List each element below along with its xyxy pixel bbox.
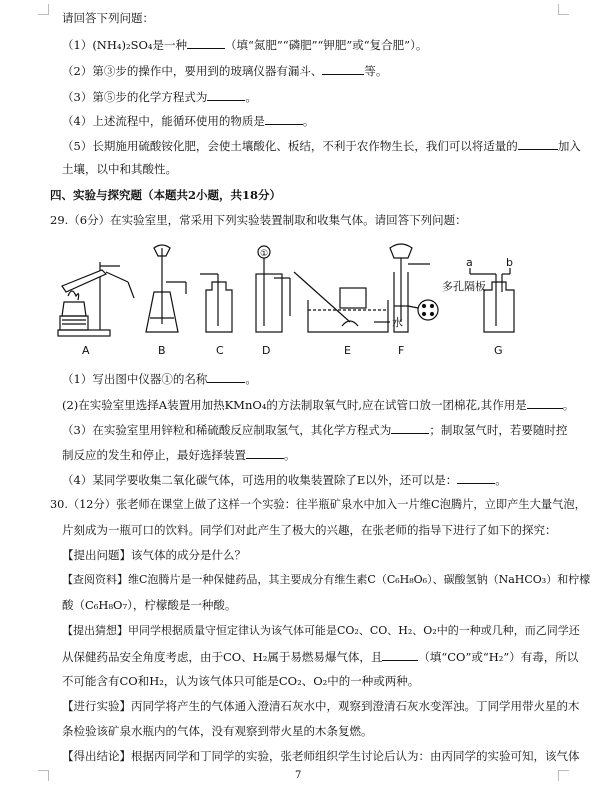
text-segment: （3）第⑤步的化学方程式为 xyxy=(62,90,208,104)
answer-blank xyxy=(457,471,495,484)
text-line xyxy=(62,161,177,177)
text-segment: 。 xyxy=(302,114,315,128)
text-line xyxy=(62,471,507,488)
apparatus-a xyxy=(58,262,134,336)
text-segment: 【进行实验】丙同学将产生的气体通入澄清石灰水中，观察到澄清石灰水变浑浊。丁同学用带火星的木 xyxy=(62,699,580,713)
text-line xyxy=(62,673,419,689)
text-segment: （填“CO”或“H₂”）有毒，所以 xyxy=(418,650,579,664)
label-e: E xyxy=(344,344,351,357)
text-segment: 片刻成为一瓶可口的饮料。同学们对此产生了极大的兴趣，在张老师的指导下进行了如下的探究： xyxy=(62,523,557,537)
text-segment: 制反应的发生和停止，最好选择装置 xyxy=(62,448,246,462)
text-segment: 。 xyxy=(562,398,575,412)
text-segment: （4）某同学要收集二氧化碳气体，可选用的收集装置除了E以外，还可以是： xyxy=(62,473,458,487)
text-line xyxy=(62,547,246,563)
answer-blank xyxy=(246,446,284,459)
page-number: 7 xyxy=(295,770,302,781)
text-line xyxy=(62,112,314,129)
text-line xyxy=(62,723,373,739)
answer-blank xyxy=(527,396,563,409)
text-segment: 等。 xyxy=(364,64,388,78)
text-line xyxy=(62,396,574,413)
text-line xyxy=(62,698,580,714)
text-line xyxy=(50,497,586,513)
answer-blank xyxy=(518,137,558,150)
text-segment: ；制取氢气时，若要随时控 xyxy=(429,423,568,437)
text-line xyxy=(62,36,427,53)
text-segment: （1）(NH₄)₂SO₄是一种 xyxy=(62,38,188,52)
text-line xyxy=(62,748,580,764)
label-instrument-1: ① xyxy=(260,249,269,259)
text-segment: （5）长期施用硫酸铵化肥，会使土壤酸化、板结，不利于农作物生长，我们可以将适量的 xyxy=(62,139,518,153)
apparatus-c xyxy=(200,274,232,332)
text-line xyxy=(62,88,257,105)
text-segment: 加入 xyxy=(557,139,581,153)
text-segment: 从保健药品安全角度考虑，由于CO、H₂属于易燃易爆气体，且 xyxy=(62,650,383,664)
text-segment: （4）上述流程中，能循环使用的物质是 xyxy=(62,114,265,128)
text-line xyxy=(62,446,296,463)
text-segment: （1）写出图中仪器①的名称 xyxy=(62,372,208,386)
text-line xyxy=(62,137,581,154)
apparatus-b xyxy=(146,245,186,332)
text-segment: 。 xyxy=(495,473,507,487)
answer-blank xyxy=(187,36,225,49)
text-segment: 【提出问题】该气体的成分是什么？ xyxy=(62,548,246,562)
text-line xyxy=(62,10,154,26)
text-segment: 。 xyxy=(284,448,296,462)
label-b: B xyxy=(158,344,166,357)
answer-blank xyxy=(265,112,303,125)
apparatus-e xyxy=(294,272,390,332)
text-line xyxy=(50,187,281,203)
answer-blank xyxy=(382,648,418,661)
text-segment: 酸（C₆H₈O₇），柠檬酸是一种酸。 xyxy=(62,598,237,612)
text-segment: (2)在实验室里选择A装置用加热KMnO₄的方法制取氧气时,应在试管口放一团棉花,其作用是 xyxy=(62,398,527,412)
label-d: D xyxy=(262,344,271,357)
text-segment: 30.（12分）张老师在课堂上做了这样一个实验：往半瓶矿泉水中加入一片维C泡腾片，立即产生大量气泡， xyxy=(50,498,586,511)
label-a: A xyxy=(82,344,90,357)
text-segment: （填“氮肥”“磷肥”“钾肥”或“复合肥”）。 xyxy=(225,38,428,52)
answer-blank xyxy=(391,421,429,434)
label-g: G xyxy=(494,344,503,357)
text-line xyxy=(62,623,580,639)
text-line xyxy=(62,370,257,387)
answer-blank xyxy=(207,88,245,101)
label-port-a: a xyxy=(466,256,473,269)
text-segment: 。 xyxy=(245,372,257,386)
text-segment: 请回答下列问题： xyxy=(62,11,154,25)
text-line xyxy=(62,648,578,665)
label-port-b: b xyxy=(506,256,513,269)
text-segment: 。 xyxy=(245,90,257,104)
text-line xyxy=(50,212,467,228)
text-segment: 【查阅资料】维C泡腾片是一种保健药品，其主要成分有维生素C（C₆H₈O₆）、碳酸氢钠（NaHCO₃）和柠檬 xyxy=(62,573,591,586)
text-line xyxy=(62,62,387,79)
answer-blank xyxy=(322,62,364,75)
apparatus-g xyxy=(470,268,514,332)
text-segment: 29.（6分）在实验室里，常采用下列实验装置制取和收集气体。请回答下列问题： xyxy=(50,213,467,227)
crop-mark-bottom-left xyxy=(38,770,49,781)
label-porous-partition: 多孔隔板 xyxy=(442,280,486,293)
label-c: C xyxy=(216,344,224,357)
text-segment: 四、实验与探究题（本题共2小题，共18分） xyxy=(50,188,282,202)
crop-mark-top-right xyxy=(558,4,569,15)
text-segment: 不可能含有CO和H₂，认为该气体只可能是CO₂、O₂中的一种或两种。 xyxy=(62,674,420,688)
label-water: 水 xyxy=(392,316,403,329)
apparatus-diagram xyxy=(50,242,570,364)
crop-mark-bottom-right xyxy=(558,770,569,781)
answer-blank xyxy=(207,370,245,383)
text-segment: 条检验该矿泉水瓶内的气体，没有观察到带火星的木条复燃。 xyxy=(62,724,373,738)
text-segment: （2）第③步的操作中，要用到的玻璃仪器有漏斗、 xyxy=(62,64,323,78)
text-line xyxy=(62,522,557,538)
text-segment: 【提出猜想】甲同学根据质量守恒定律认为该气体可能是CO₂、CO、H₂、O₂中的一种或几种，而乙同学还 xyxy=(62,624,580,637)
text-segment: 【得出结论】根据丙同学和丁同学的实验，张老师组织学生讨论后认为：由丙同学的实验可知，该气体 xyxy=(62,749,580,763)
text-segment: 土壤，以中和其酸性。 xyxy=(62,162,177,176)
text-line xyxy=(62,597,236,613)
label-f: F xyxy=(398,344,405,357)
crop-mark-top-left xyxy=(38,4,49,15)
text-segment: （3）在实验室里用锌粒和稀硫酸反应制取氢气，其化学方程式为 xyxy=(62,423,392,437)
text-line xyxy=(62,421,567,438)
text-line xyxy=(62,572,590,588)
